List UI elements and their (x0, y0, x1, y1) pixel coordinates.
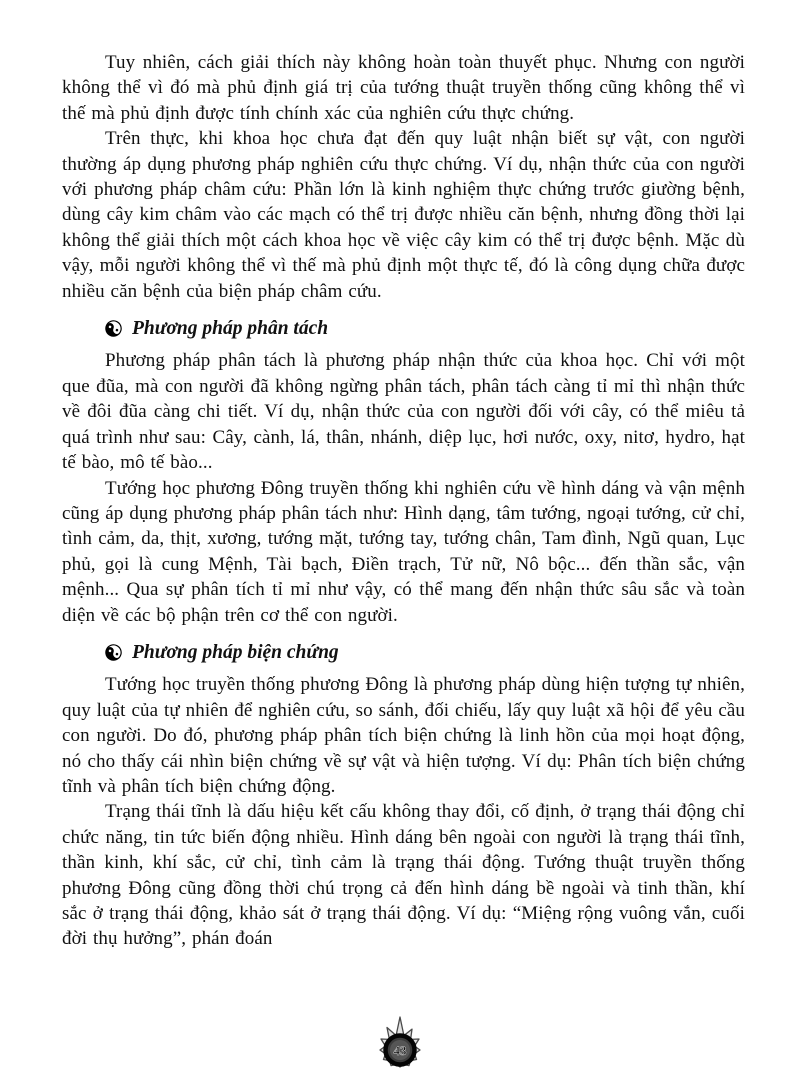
paragraph-3: Phương pháp phân tách là phương pháp nhận thức của khoa học. Chỉ với một que đũa, mà con người đã không ngừng phân tách, phân tách càng tỉ mỉ thì nhận thức về đôi đũa càng chi tiết. Ví dụ, nhận thức của con người đối với cây, có thể miêu tả quá trình như sau: Cây, cành, lá, thân, nhánh, diệp lục, hơi nước, oxy, nitơ, hydro, hạt tế bào, mô tế bào... (62, 350, 745, 474)
flame-seal-icon (370, 1012, 430, 1082)
section-heading-label: Phương pháp phân tách (132, 318, 329, 340)
paragraph-1: Tuy nhiên, cách giải thích này không hoàn toàn thuyết phục. Nhưng con người không thể vì đó mà phủ định giá trị của tướng thuật truyền thống cũng không thể vì thế mà phủ định được tính chính xác của nghiên cứu thực chứng. (62, 52, 745, 124)
section-heading-phan-tach (105, 316, 745, 341)
yin-yang-icon (102, 641, 125, 664)
yin-yang-icon (102, 317, 125, 340)
page-number: 43 (393, 1043, 407, 1058)
page-content (62, 50, 745, 952)
paragraph-2: Trên thực, khi khoa học chưa đạt đến quy luật nhận biết sự vật, con người thường áp dụng phương pháp nghiên cứu thực chứng. Ví dụ, nhận thức của con người với phương pháp châm cứu: Phần lớn là kinh nghiệm thực chứng trước giường bệnh, dùng cây kim châm vào các mạch có thể trị được nhiều căn bệnh, nhưng đồng thời lại không thể giải thích một cách khoa học về việc cây kim có thể trị được bệnh. Mặc dù vậy, mỗi người không thể vì thế mà phủ định một thực tế, đó là công dụng chữa được nhiều căn bệnh của biện pháp châm cứu. (62, 128, 745, 302)
paragraph-4: Tướng học phương Đông truyền thống khi nghiên cứu về hình dáng và vận mệnh cũng áp dụng phương pháp phân tách như: Hình dạng, tâm tướng, ngoại tướng, cử chỉ, tình cảm, da, thịt, xương, tướng mặt, tướng tay, tướng chân, Tam đình, Ngũ quan, Lục phủ, gọi là cung Mệnh, Tài bạch, Điền trạch, Tử nữ, Nô bộc... đến thần sắc, vận mệnh... Qua sự phân tích tỉ mỉ như vậy, có thể mang đến nhận thức sâu sắc và toàn diện về các bộ phận trên cơ thể con người. (62, 477, 745, 626)
page-number-ornament (0, 1012, 800, 1082)
section-heading-label: Phương pháp biện chứng (132, 641, 339, 663)
section-heading-bien-chung (105, 640, 745, 665)
paragraph-5: Tướng học truyền thống phương Đông là phương pháp dùng hiện tượng tự nhiên, quy luật của tự nhiên để nghiên cứu, so sánh, đối chiếu, lấy quy luật xã hội để yêu cầu con người. Do đó, phương pháp phân tích biện chứng là linh hồn của mọi hoạt động, nó cho thấy cái nhìn biện chứng về sự vật và hiện tượng. Ví dụ: Phân tích biện chứng tĩnh và phân tích biện chứng động. (62, 674, 745, 797)
paragraph-6: Trạng thái tĩnh là dấu hiệu kết cấu không thay đổi, cố định, ở trạng thái động chỉ chức năng, tin tức biến động nhiều. Hình dáng bên ngoài con người là trạng thái tĩnh, thần kinh, khí sắc, cử chỉ, tình cảm là trạng thái động. Tướng thuật truyền thống phương Đông cũng đồng thời chú trọng cả đến hình dáng bề ngoài và tinh thần, khí sắc ở trạng thái động, khảo sát ở trạng thái động. Ví dụ: “Miệng rộng vuông vắn, cuối đời thụ hưởng”, phán đoán (62, 801, 745, 950)
